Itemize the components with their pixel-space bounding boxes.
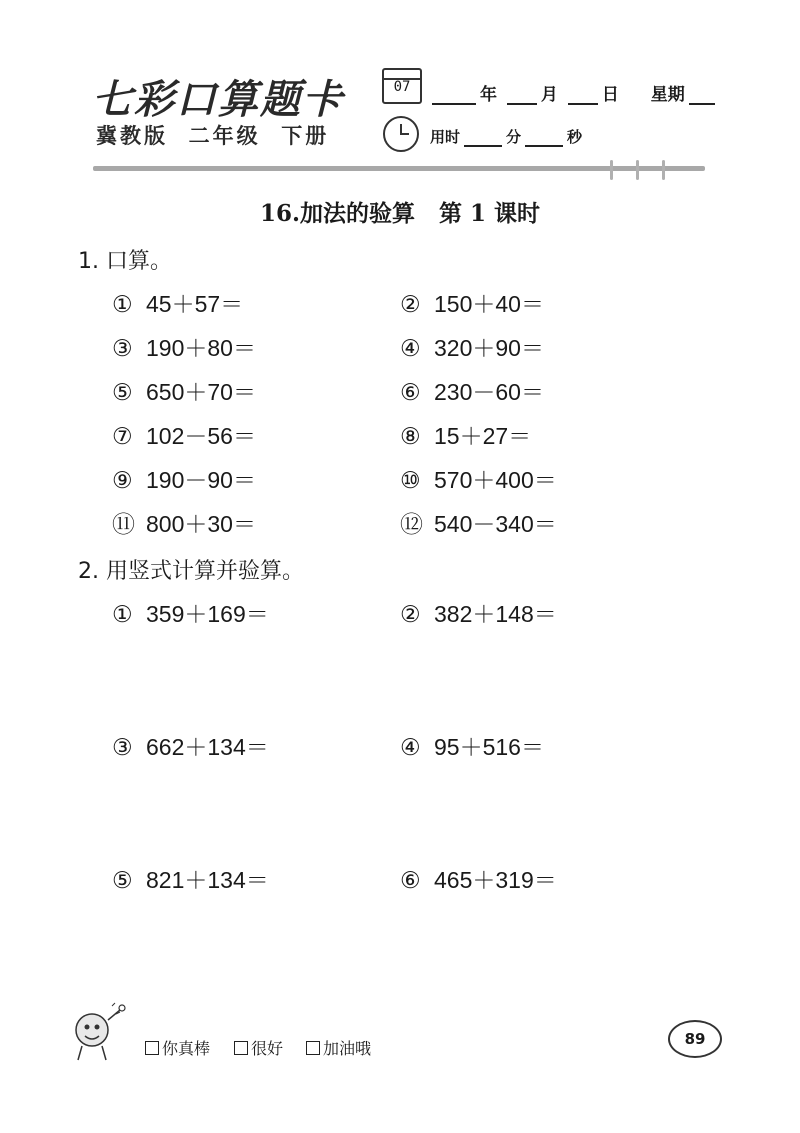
vertical-problem: ④ 95＋516＝ (400, 734, 544, 760)
month-blank[interactable] (507, 85, 537, 105)
calendar-number: 07 (393, 79, 411, 95)
oral-problem: ⑤ 650＋70＝ (112, 379, 256, 405)
calendar-icon (382, 68, 422, 104)
vertical-problem: ⑥ 465＋319＝ (400, 867, 557, 893)
vertical-problem: ① 359＋169＝ (112, 601, 269, 627)
page-number: 89 (668, 1020, 722, 1058)
rating-option[interactable]: 你真棒 (145, 1036, 210, 1059)
header-divider (93, 166, 705, 171)
vertical-problem: ③ 662＋134＝ (112, 734, 269, 760)
time-used-label: 用时 (430, 128, 461, 146)
second-label: 秒 (567, 128, 583, 146)
oral-problem: ① 45＋57＝ (112, 291, 244, 317)
oral-problem: ⑨ 190－90＝ (112, 467, 256, 493)
rating-option[interactable]: 加油哦 (306, 1036, 371, 1059)
date-field-row (428, 80, 719, 105)
section2-heading: 2. 用竖式计算并验算。 (78, 559, 304, 584)
binder-ring-icon (636, 160, 639, 180)
binder-ring-icon (662, 160, 665, 180)
rating-option[interactable]: 很好 (234, 1036, 283, 1059)
minute-blank[interactable] (464, 130, 502, 147)
cartoon-mascot-icon (68, 1000, 128, 1064)
month-label: 月 (540, 85, 558, 105)
brand-subtitle: 冀教版 二年级 下册 (96, 124, 330, 148)
year-label: 年 (480, 85, 497, 105)
clock-icon (383, 116, 419, 152)
minute-label: 分 (506, 128, 522, 146)
checkbox-icon[interactable] (306, 1041, 320, 1055)
oral-problem: ⑩ 570＋400＝ (400, 467, 557, 493)
oral-problem: ③ 190＋80＝ (112, 335, 256, 361)
time-field-row (430, 126, 582, 147)
brand-title: 七彩口算题卡 (92, 76, 344, 123)
vertical-problem: ⑤ 821＋134＝ (112, 867, 269, 893)
second-blank[interactable] (525, 130, 563, 147)
day-label: 日 (601, 85, 619, 105)
oral-problem: ⑥ 230－60＝ (400, 379, 544, 405)
binder-ring-icon (610, 160, 613, 180)
oral-problem: ⑦ 102－56＝ (112, 423, 256, 449)
vertical-problem: ② 382＋148＝ (400, 601, 557, 627)
oral-problem: ④ 320＋90＝ (400, 335, 544, 361)
oral-problem: ⑫ 540－340＝ (400, 511, 557, 537)
checkbox-icon[interactable] (234, 1041, 248, 1055)
section1-heading: 1. 口算。 (78, 249, 172, 274)
weekday-label: 星期 (650, 85, 685, 105)
checkbox-icon[interactable] (145, 1041, 159, 1055)
oral-problem: ⑪ 800＋30＝ (112, 511, 256, 537)
weekday-blank[interactable] (689, 85, 715, 105)
day-blank[interactable] (568, 85, 598, 105)
oral-problem: ⑧ 15＋27＝ (400, 423, 532, 449)
year-blank[interactable] (432, 85, 476, 105)
oral-problem: ② 150＋40＝ (400, 291, 544, 317)
lesson-title: 16.加法的验算 第 1 课时 (259, 200, 541, 227)
